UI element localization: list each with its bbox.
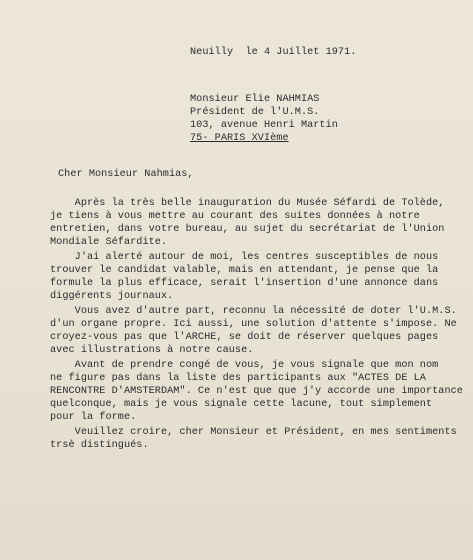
paragraph-3-line-3: croyez-vous pas que l'ARCHE, se doit de réserver quelques pages — [50, 332, 439, 343]
recipient-name: Monsieur Elie NAHMIAS — [190, 94, 320, 105]
paragraph-3-line-1: Vous avez d'autre part, reconnu la nécessité de doter l'U.M.S. — [50, 306, 457, 317]
paragraph-1-line-3: entretien, dans votre bureau, au sujet du secrétariat de l'Union — [50, 224, 445, 235]
recipient-street: 103, avenue Henri Martin — [190, 120, 338, 131]
paragraph-5-line-2: trsè distingués. — [50, 440, 149, 451]
paragraph-3-line-2: d'un organe propre. Ici aussi, une solution d'attente s'impose. Ne — [50, 319, 457, 330]
paragraph-4-line-1: Avant de prendre congé de vous, je vous signale que mon nom — [50, 360, 439, 371]
recipient-city: 75- PARIS XVIème — [190, 133, 289, 144]
paragraph-4-line-4: quelconque, mais je vous signale cette lacune, tout simplement — [50, 399, 433, 410]
paragraph-2-line-1: J'ai alerté autour de moi, les centres susceptibles de nous — [50, 252, 439, 263]
paragraph-2-line-4: diggérents journaux. — [50, 291, 174, 302]
date-line: Neuilly le 4 Juillet 1971. — [190, 47, 357, 58]
paragraph-5-line-1: Veuillez croire, cher Monsieur et Président, en mes sentiments — [50, 427, 457, 438]
paragraph-4-line-3: RENCONTRE D'AMSTERDAM". Ce n'est que que j'y accorde une importance — [50, 386, 463, 397]
paragraph-1-line-2: je tiens à vous mettre au courant des suites données à notre — [50, 211, 420, 222]
paragraph-1-line-4: Mondiale Séfardite. — [50, 237, 168, 248]
paragraph-3-line-4: avec illustrations à notre cause. — [50, 345, 254, 356]
recipient-title: Président de l'U.M.S. — [190, 107, 320, 118]
salutation: Cher Monsieur Nahmias, — [58, 169, 194, 180]
paragraph-4-line-5: pour la forme. — [50, 412, 137, 423]
paragraph-2-line-2: trouver le candidat valable, mais en attendant, je pense que la — [50, 265, 439, 276]
paragraph-1-line-1: Après la très belle inauguration du Musée Séfardi de Tolède, — [50, 198, 445, 209]
paragraph-2-line-3: formule la plus efficace, serait l'insertion d'une annonce dans — [50, 278, 439, 289]
paragraph-4-line-2: ne figure pas dans la liste des participants aux "ACTES DE LA — [50, 373, 426, 384]
